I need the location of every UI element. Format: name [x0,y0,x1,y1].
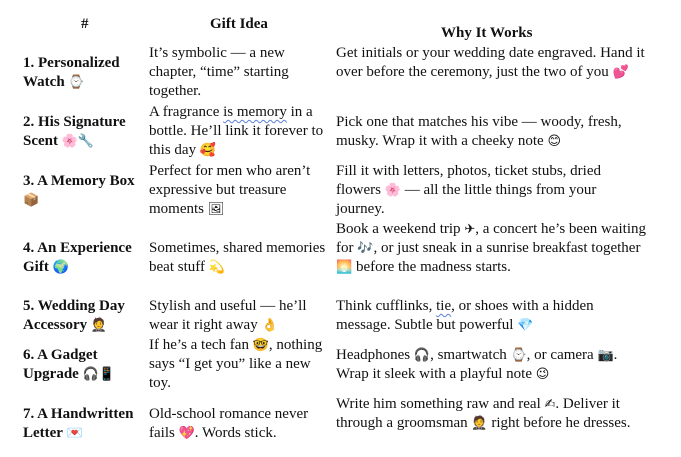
row-idea: Stylish and useful — he’ll wear it right away 👌 [149,298,307,333]
row-why: Book a weekend trip ✈, a concert he’s been waiting for 🎶, or just sneak in a sunrise breakfast together 🌅 before the madness starts. [336,221,646,275]
row-title: 7. A Handwritten Letter 💌 [23,406,134,441]
header-gift-idea: Gift Idea [210,16,268,32]
wink-icon: 😉 [535,367,550,382]
row-title: 4. An Experience Gift 🌍 [23,240,132,275]
watch-icon: ⌚ [68,75,85,90]
nerd-face-icon: 🤓 [252,338,269,353]
row-why: Headphones 🎧, smartwatch ⌚, or camera 📷. Wrap it sleek with a playful note 😉 [336,347,618,382]
camera-icon: 📷 [597,348,614,363]
groom-icon: 🤵 [471,416,488,431]
sparkling-heart-icon: 💖 [178,426,195,441]
ok-hand-icon: 👌 [261,318,278,333]
row-idea: Old-school romance never fails 💖. Words stick. [149,406,309,441]
row-title: 6. A Gadget Upgrade 🎧📱 [23,347,115,382]
row-title: 2. His Signature Scent 🌸🔧 [23,114,126,149]
row-why: Pick one that matches his vibe — woody, fresh, musky. Wrap it with a cheeky note 😊 [336,114,622,149]
headphones-icon: 🎧📱 [82,367,115,382]
music-notes-icon: 🎶 [357,241,374,256]
row-title: 5. Wedding Day Accessory 🤵 [23,298,125,333]
box-icon: 📦 [23,193,40,208]
airplane-icon: ✈ [464,222,476,237]
row-title: 3. A Memory Box 📦 [23,173,135,208]
smiling-hearts-icon: 🥰 [199,143,217,158]
diamond-icon: 💎 [517,318,534,333]
row-idea: Perfect for men who aren’t expressive but treasure moments 🖼 [149,163,311,217]
hearts-icon: 💕 [612,65,629,80]
row-why: Fill it with letters, photos, ticket stubs, dried flowers 🌸 — all the little things from your journey. [336,163,601,217]
flower-icon: 🌸🔧 [61,134,95,149]
row-why: Think cufflinks, tie, or shoes with a hidden message. Subtle but powerful 💎 [336,298,594,333]
row-why: Write him something raw and real ✍. Deliver it through a groomsman 🤵 right before he dresses. [336,396,631,431]
row-idea: It’s symbolic — a new chapter, “time” starting together. [149,45,289,99]
header-why-it-works: Why It Works [441,25,533,41]
groom-icon: 🤵 [90,318,108,333]
watch-icon: ⌚ [510,348,527,363]
row-why: Get initials or your wedding date engraved. Hand it over before the ceremony, just the two of you 💕 [336,45,645,80]
sunrise-icon: 🌅 [336,260,353,275]
header-number: # [81,16,89,32]
row-idea: If he’s a tech fan 🤓, nothing says “I get you” like a new toy. [149,337,323,391]
row-idea: Sometimes, shared memories beat stuff 💫 [149,240,326,275]
framed-picture-icon: 🖼 [207,202,225,217]
writing-hand-icon: ✍ [544,397,556,412]
dizzy-icon: 💫 [208,260,225,275]
row-idea: A fragrance is memory in a bottle. He’ll link it forever to this day 🥰 [149,104,324,158]
row-title: 1. Personalized Watch ⌚ [23,55,120,90]
smile-icon: 😊 [547,134,561,149]
flower-icon: 🌸 [384,183,401,198]
headphones-icon: 🎧 [413,348,431,363]
love-letter-icon: 💌 [66,426,83,441]
globe-icon: 🌍 [52,260,69,275]
